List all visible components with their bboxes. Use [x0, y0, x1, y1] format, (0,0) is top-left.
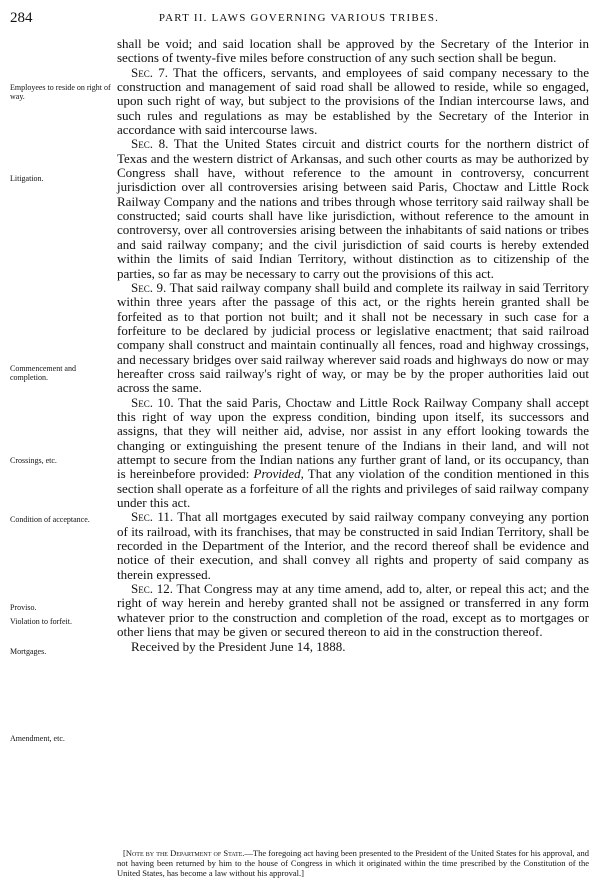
- margin-note-mortgages: Mortgages.: [10, 647, 47, 656]
- section-11-paragraph: [117, 510, 589, 582]
- section-8-paragraph: [117, 137, 589, 280]
- running-head: PART II. LAWS GOVERNING VARIOUS TRIBES.: [158, 12, 440, 24]
- margin-note-crossings: Crossings, etc.: [10, 456, 57, 465]
- section-10-paragraph: [117, 396, 589, 511]
- section-10-text-a: That the said Paris, Choctaw and Little Rock Railway Company shall accept this right of way upon the express condition, binding upon itself, its successors and assigns, that they will neither aid, advise, nor assist in any effort looking towards the changing or extinguishing the present tenure of the Indians in their land, and will not attempt to secure from the Indian nations any further grant of land, or its occupancy, than is hereinbefore provided:: [117, 394, 589, 482]
- footnote: [117, 848, 589, 878]
- section-12-text: That Congress may at any time amend, add to, alter, or repeal this act; and the right of way herein and hereby granted shall not be assigned or transferred in any form whatever prior to the construction and completion of the road, except as to mortgages or other liens that may be given or secured thereon to aid in the construction thereof.: [117, 581, 590, 640]
- margin-note-litigation: Litigation.: [10, 174, 44, 183]
- section-12-paragraph: [117, 582, 589, 639]
- footnote-text: —The foregoing act having been presented to the President of the United States for his approval, and not having been returned by him to the house of Congress in which it originated within the time prescribed by the Constitution of the United States, has become a law without his approval.]: [117, 848, 589, 878]
- section-8-text: That the United States circuit and district courts for the northern district of Texas and the western district of Arkansas, and such other courts as may be authorized by Congress shall have, without reference to the amount in controversy, concurrent jurisdiction over all controversies arising between said Paris, Choctaw and Little Rock Railway Company and the nations and tribes through whose territory said railway shall be constructed; said courts shall have like jurisdiction, without reference to the amount in controversy, over all controversies arising between the inhabitants of said nations or tribes and said railway company; and the civil jurisdiction of said courts is hereby extended within the limits of said Indian Territory, without distinction as to citizenship of the parties, so far as may be necessary to carry out the provisions of this act.: [117, 136, 589, 281]
- received-line: Received by the President June 14, 1888.: [131, 639, 346, 655]
- body-text: [117, 37, 589, 655]
- margin-note-employees: Employees to reside on right of way.: [10, 83, 111, 101]
- section-7-label: Sec. 7.: [131, 64, 168, 80]
- section-10-text-b: That any violation of the condition mentioned in this section shall operate as a forfeiture of all the rights and privileges of said railway company under this act.: [117, 466, 590, 510]
- margin-note-proviso: Proviso.: [10, 603, 37, 612]
- continuation-paragraph: shall be void; and said location shall be approved by the Secretary of the Interior in sections of twenty-five miles before construction of any such section shall be begun.: [117, 36, 589, 66]
- section-11-label: Sec. 11.: [131, 509, 174, 525]
- section-10-label: Sec. 10.: [131, 394, 174, 410]
- section-12-label: Sec. 12.: [131, 581, 173, 597]
- page-number: 284: [10, 10, 33, 26]
- section-7-text: That the officers, servants, and employees of said company necessary to the construction and management of said road shall be allowed to reside, while so engaged, upon such right of way, but subject to the provisions of the Indian intercourse laws, and such rules and regulations as may be established by the Secretary of the Interior in accordance with said intercourse laws.: [117, 64, 590, 138]
- margin-note-amendment: Amendment, etc.: [10, 734, 65, 743]
- page-header: [10, 10, 588, 32]
- section-7-paragraph: [117, 66, 589, 138]
- section-8-label: Sec. 8.: [131, 136, 169, 152]
- section-9-text: That said railway company shall build and complete its railway in said Territory within three years after the passage of this act, or the rights herein granted shall be forfeited as to that portion not built; and it shall not be necessary in such case for a forfeiture to be declared by judicial process or legislative enactment; that said railroad company shall construct and maintain continually all fences, road and highway crossings, and necessary bridges over said railway wherever said roads and highways do now or may hereafter cross said railway's right of way, or may be by the proper authorities laid out across the same.: [117, 279, 590, 396]
- section-11-text: That all mortgages executed by said railway company conveying any portion of its railroad, with its franchises, that may be constructed in said Indian Territory, shall be recorded in the Department of the Interior, and the record thereof shall be evidence and notice of their execution, and shall convey all rights and property of said company as therein expressed.: [117, 509, 589, 582]
- margin-note-commencement: Commencement and completion.: [10, 364, 76, 382]
- section-10-provided: Provided,: [253, 466, 304, 482]
- margin-note-violation: Violation to forfeit.: [10, 617, 72, 626]
- section-9-paragraph: [117, 281, 589, 396]
- margin-note-condition: Condition of acceptance.: [10, 515, 90, 524]
- section-9-label: Sec. 9.: [131, 279, 167, 295]
- footnote-prefix: [Note by the Department of State.: [123, 848, 245, 858]
